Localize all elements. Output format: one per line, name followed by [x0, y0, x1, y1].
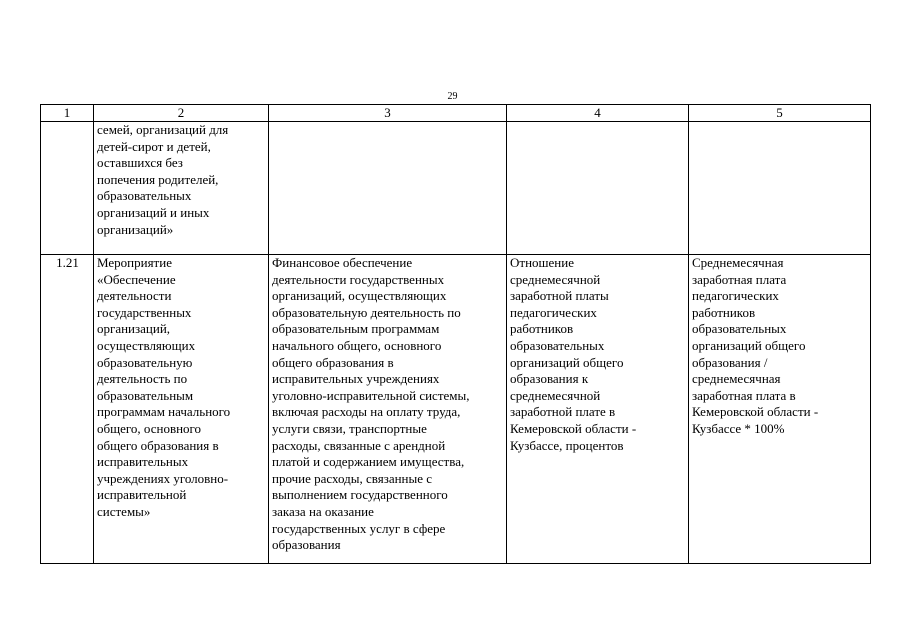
cell-text-line: программам начального	[97, 404, 231, 420]
cell-text-line: оставшихся без	[97, 155, 183, 171]
cell-text-line: 1.21	[56, 255, 79, 270]
measure-description-cell	[269, 122, 507, 255]
row-number-cell	[41, 255, 94, 564]
indicator-name-cell	[507, 255, 689, 564]
cell-text-line: включая расходы на оплату труда,	[272, 404, 461, 420]
column-header: 3	[269, 105, 507, 122]
cell-text-line: образовательным	[97, 387, 194, 403]
cell-text-line: выполнением государственного	[272, 487, 448, 503]
cell-text-line: уголовно-исправительной системы,	[272, 387, 470, 403]
cell-text-line: общего образования в	[272, 354, 394, 370]
page-number: 29	[447, 91, 458, 102]
column-header: 2	[94, 105, 269, 122]
column-header: 4	[507, 105, 689, 122]
cell-text-line: расходы, связанные с арендной	[272, 437, 446, 453]
cell-text-line: заработная плата в	[692, 387, 796, 403]
cell-text-line: начального общего, основного	[272, 337, 442, 353]
indicator-name-cell	[507, 122, 689, 255]
cell-text-line: исправительных	[97, 454, 189, 470]
table-row	[41, 122, 871, 255]
cell-text-line: Кузбассе * 100%	[692, 420, 785, 436]
cell-text-line: попечения родителей,	[97, 171, 219, 187]
cell-text-line: «Обеспечение	[97, 271, 176, 287]
measure-name-cell	[94, 122, 269, 255]
cell-text-line: организаций,	[97, 321, 171, 337]
cell-text-line: услуги связи, транспортные	[272, 420, 427, 436]
cell-text-line: общего, основного	[97, 420, 202, 436]
column-header: 1	[41, 105, 94, 122]
cell-text-line: организаций и иных	[97, 204, 210, 220]
cell-text-line: платой и содержанием имущества,	[272, 454, 465, 470]
cell-text-line: среднемесячной	[510, 387, 601, 403]
measure-description-cell	[269, 255, 507, 564]
cell-text-line: Среднемесячная	[692, 255, 784, 270]
column-header: 5	[689, 105, 871, 122]
cell-text-line: общего образования в	[97, 437, 219, 453]
cell-text-line: образовательную деятельность по	[272, 304, 461, 320]
cell-text-line: образовательным программам	[272, 321, 440, 337]
cell-text-line: семей, организаций для	[97, 122, 229, 137]
cell-text-line: Финансовое обеспечение	[272, 255, 413, 270]
cell-text-line: организаций»	[97, 221, 174, 237]
cell-text-line: заработная плата	[692, 271, 787, 287]
cell-text-line: государственных	[97, 304, 192, 320]
cell-text-line: образовательных	[510, 337, 605, 353]
cell-text-line: исправительной	[97, 487, 187, 503]
cell-text-line: заработной плате в	[510, 404, 616, 420]
cell-text-line: организаций, осуществляющих	[272, 288, 447, 304]
cell-text-line: исправительных учреждениях	[272, 371, 440, 387]
cell-text-line: заказа на оказание	[272, 503, 374, 519]
cell-text-line: Кемеровской области -	[510, 420, 637, 436]
indicator-formula-cell	[689, 255, 871, 564]
cell-text-line: заработной платы	[510, 288, 609, 304]
cell-text-line: системы»	[97, 503, 151, 519]
cell-text-line: деятельности	[97, 288, 172, 304]
cell-text-line: образовательных	[692, 321, 787, 337]
table-row	[41, 255, 871, 564]
indicator-formula-cell	[689, 122, 871, 255]
cell-text-line: Мероприятие	[97, 255, 172, 270]
cell-text-line: организаций общего	[692, 337, 806, 353]
cell-text-line: среднемесячной	[510, 271, 601, 287]
cell-text-line: деятельность по	[97, 371, 188, 387]
cell-text-line: прочие расходы, связанные с	[272, 470, 433, 486]
cell-text-line: детей-сирот и детей,	[97, 138, 211, 154]
cell-text-line: работников	[692, 304, 756, 320]
cell-text-line: среднемесячная	[692, 371, 781, 387]
cell-text-line: Кузбассе, процентов	[510, 437, 624, 453]
cell-text-line: государственных услуг в сфере	[272, 520, 446, 536]
measure-name-cell	[94, 255, 269, 564]
cell-text-line: образования	[272, 537, 341, 553]
cell-text-line: педагогических	[692, 288, 779, 304]
cell-text-line: организаций общего	[510, 354, 624, 370]
cell-text-line: образования к	[510, 371, 589, 387]
cell-text-line: образования /	[692, 354, 768, 370]
program-measures-table	[40, 104, 871, 564]
cell-text-line: Отношение	[510, 255, 574, 270]
row-number-cell	[41, 122, 94, 255]
cell-text-line: образовательную	[97, 354, 193, 370]
cell-text-line: осуществляющих	[97, 337, 196, 353]
cell-text-line: работников	[510, 321, 574, 337]
cell-text-line: деятельности государственных	[272, 271, 445, 287]
cell-text-line: учреждениях уголовно-	[97, 470, 229, 486]
cell-text-line: Кемеровской области -	[692, 404, 819, 420]
table-header-row	[41, 105, 871, 122]
cell-text-line: педагогических	[510, 304, 597, 320]
cell-text-line: образовательных	[97, 188, 192, 204]
